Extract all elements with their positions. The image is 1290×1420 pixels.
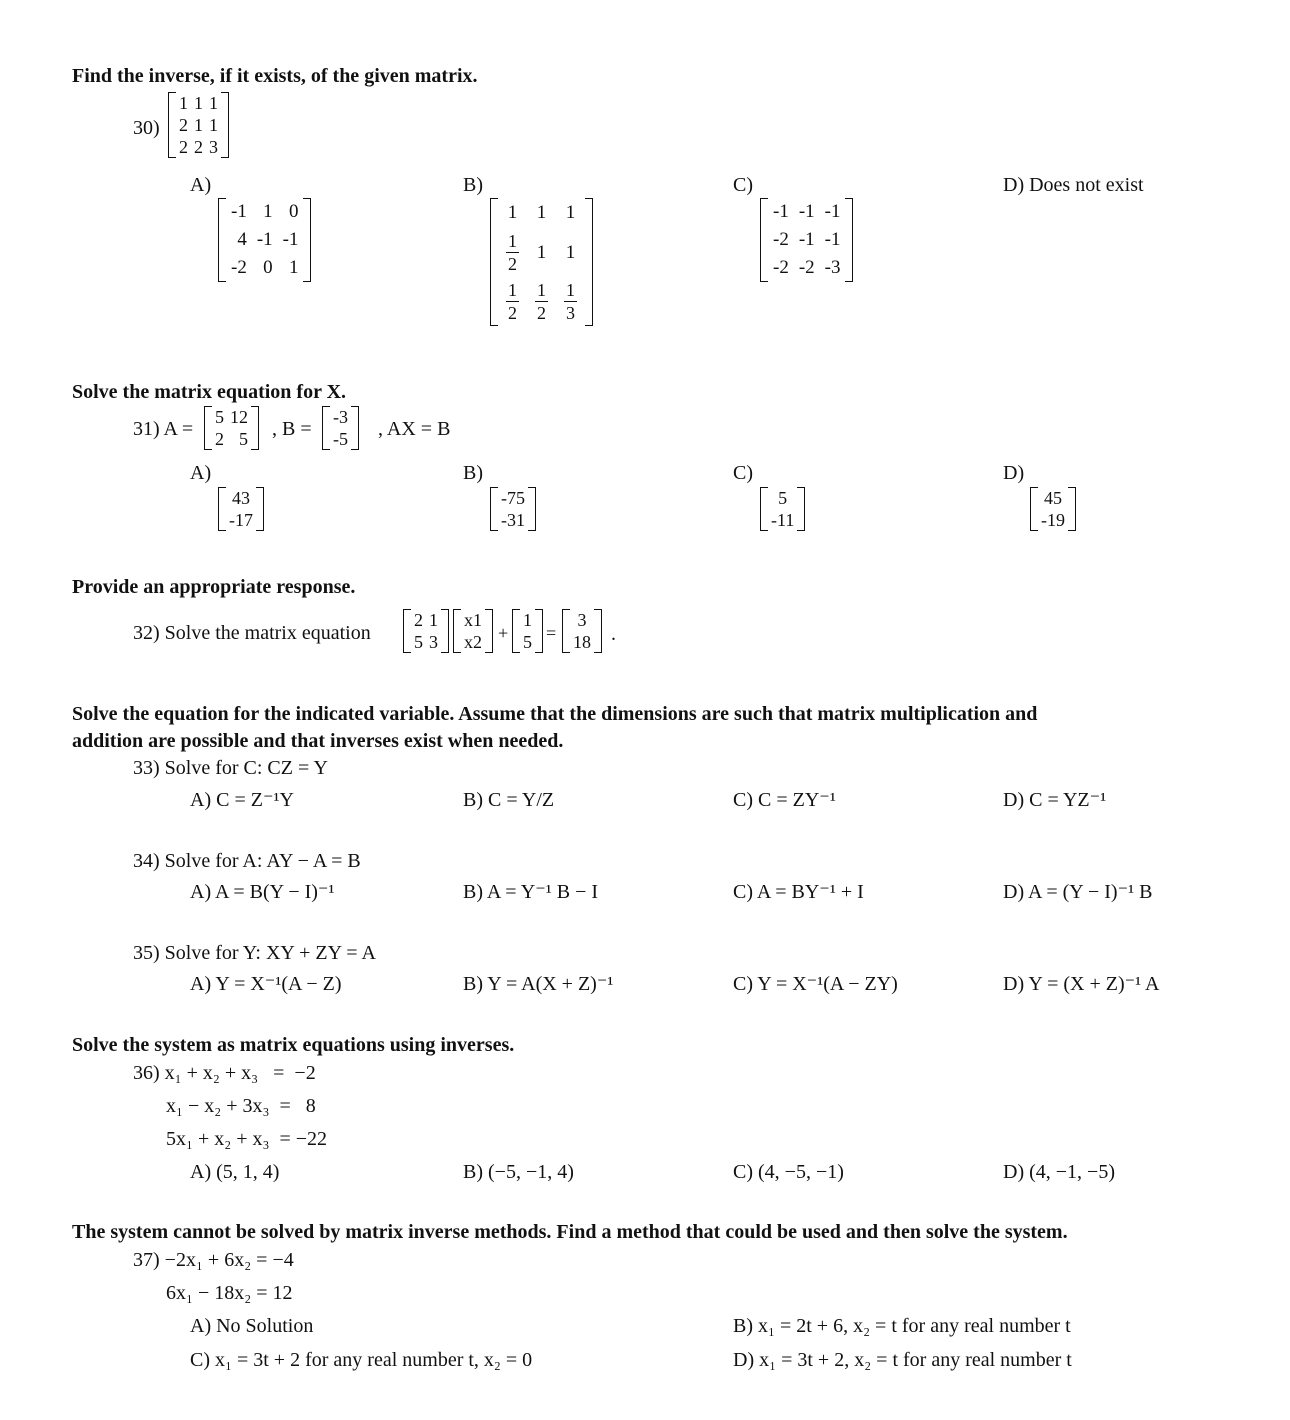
option-36-d: D) (4, −1, −5) xyxy=(1003,1161,1115,1183)
matrix-30 xyxy=(168,92,229,158)
matrix-row xyxy=(768,198,845,226)
fraction xyxy=(506,232,519,273)
numerator: 1 xyxy=(566,280,575,300)
option-37-a: A) No Solution xyxy=(190,1315,314,1337)
matrix-cell: -5 xyxy=(333,429,348,449)
matrix-cell: 0 xyxy=(263,257,273,278)
vector-cell: 5 xyxy=(778,488,788,508)
numerator: 1 xyxy=(537,280,546,300)
matrix-cell: -2 xyxy=(798,257,815,278)
cell xyxy=(556,277,585,326)
matrix-row xyxy=(411,631,441,653)
equals-sign: = xyxy=(546,623,557,643)
matrix-row xyxy=(226,198,303,226)
fraction xyxy=(506,281,519,322)
matrix-31-a xyxy=(204,406,259,450)
matrix-row xyxy=(176,92,221,114)
vector-cell: x1 xyxy=(464,610,482,630)
option-33-c: C) C = ZY⁻¹ xyxy=(733,789,836,811)
fraction xyxy=(564,281,577,322)
matrix-cell: 0 xyxy=(288,201,299,222)
question-36-line2: x₁ − x₂ + 3x₃ = 8 xyxy=(166,1095,316,1117)
cell: 1 xyxy=(565,241,576,263)
cell xyxy=(498,277,527,326)
period: . xyxy=(611,623,616,645)
matrix-32-result xyxy=(562,609,602,653)
numerator: 1 xyxy=(508,231,517,251)
matrix-body xyxy=(411,609,441,653)
option-31-a-vector xyxy=(218,487,264,531)
denominator: 3 xyxy=(566,303,575,323)
vector-cell: 5 xyxy=(523,632,532,652)
matrix-row xyxy=(226,254,303,282)
question-31-prefix: 31) A = xyxy=(133,418,194,440)
question-number-30: 30) xyxy=(133,117,160,139)
matrix-body xyxy=(768,198,845,282)
cell: 1 xyxy=(536,202,547,223)
matrix-row xyxy=(330,406,351,428)
matrix-cell: 1 xyxy=(194,115,203,135)
fraction xyxy=(535,281,548,322)
matrix-cell: 1 xyxy=(209,93,218,113)
vector-row xyxy=(1038,509,1068,531)
matrix-cell: 1 xyxy=(209,115,218,135)
denominator: 2 xyxy=(537,303,546,323)
cell: 1 xyxy=(536,241,547,263)
heading-30: Find the inverse, if it exists, of the given matrix. xyxy=(72,65,478,87)
vector-body xyxy=(520,609,535,653)
matrix-body xyxy=(212,406,251,450)
cell xyxy=(527,277,556,326)
option-30-c-label: C) xyxy=(733,174,753,196)
vector-row xyxy=(226,509,256,531)
option-30-b-matrix xyxy=(490,198,593,326)
vector-cell: -19 xyxy=(1041,510,1065,530)
heading-32: Provide an appropriate response. xyxy=(72,576,356,598)
option-35-c: C) Y = X⁻¹(A − ZY) xyxy=(733,973,898,995)
option-35-b: B) Y = A(X + Z)⁻¹ xyxy=(463,973,614,995)
question-37-line1: 37) −2x₁ + 6x₂ = −4 xyxy=(133,1249,294,1271)
vector-cell: 43 xyxy=(232,488,250,508)
option-34-c: C) A = BY⁻¹ + I xyxy=(733,881,864,903)
question-32-text: 32) Solve the matrix equation xyxy=(133,622,371,644)
matrix-cell: 2 xyxy=(414,610,423,630)
matrix-cell: -2 xyxy=(231,257,247,278)
matrix-cell: -1 xyxy=(282,229,299,250)
vector-cell: -31 xyxy=(501,510,525,530)
matrix-row xyxy=(176,136,221,158)
vector-row xyxy=(461,631,485,653)
matrix-row xyxy=(768,226,845,254)
vector-row xyxy=(570,631,594,653)
matrix-cell: 2 xyxy=(215,429,224,449)
vector-body xyxy=(768,487,797,531)
matrix-cell: -1 xyxy=(773,201,789,222)
option-33-a: A) C = Z⁻¹Y xyxy=(190,789,294,811)
question-37-line2: 6x₁ − 18x₂ = 12 xyxy=(166,1282,293,1304)
matrix-row xyxy=(768,254,845,282)
option-30-a-matrix xyxy=(218,198,311,282)
matrix-cell: 5 xyxy=(215,407,224,427)
option-37-d: D) x₁ = 3t + 2, x₂ = t for any real number t xyxy=(733,1349,1072,1371)
vector-cell: 45 xyxy=(1044,488,1062,508)
matrix-cell: 4 xyxy=(237,229,247,250)
matrix-body xyxy=(176,92,221,158)
plus-sign: + xyxy=(498,623,509,643)
vector-row xyxy=(461,609,485,631)
option-30-b-label: B) xyxy=(463,174,483,196)
matrix-32-coefficients xyxy=(403,609,449,653)
vector-row xyxy=(520,609,535,631)
denominator: 2 xyxy=(508,254,517,274)
matrix-row xyxy=(212,406,251,428)
vector-cell: x2 xyxy=(464,632,482,652)
matrix-cell: 5 xyxy=(414,632,423,652)
heading-33-line1: Solve the equation for the indicated variable. Assume that the dimensions are such that matrix multiplication and xyxy=(72,703,1038,725)
option-37-c: C) x₁ = 3t + 2 for any real number t, x₂ = 0 xyxy=(190,1349,533,1371)
option-31-c-vector xyxy=(760,487,805,531)
vector-body xyxy=(461,609,485,653)
matrix-cell: 1 xyxy=(263,201,273,222)
vector-row xyxy=(1038,487,1068,509)
vector-cell: 1 xyxy=(523,610,532,630)
matrix-cell: 12 xyxy=(230,407,248,427)
vector-cell: 3 xyxy=(577,610,587,630)
vector-row xyxy=(768,509,797,531)
heading-36: Solve the system as matrix equations using inverses. xyxy=(72,1034,515,1056)
matrix-cell: 1 xyxy=(288,257,299,278)
option-31-b-vector xyxy=(490,487,536,531)
option-34-a: A) A = B(Y − I)⁻¹ xyxy=(190,881,335,903)
vector-cell: 18 xyxy=(573,632,591,652)
option-31-c-label: C) xyxy=(733,462,753,484)
vector-row xyxy=(520,631,535,653)
matrix-cell: 1 xyxy=(194,93,203,113)
option-30-d: D) Does not exist xyxy=(1003,174,1144,196)
vector-row xyxy=(498,509,528,531)
matrix-row xyxy=(226,226,303,254)
heading-37: The system cannot be solved by matrix inverse methods. Find a method that could be used and then solve the system. xyxy=(72,1221,1068,1243)
vector-body xyxy=(1038,487,1068,531)
denominator: 2 xyxy=(508,303,517,323)
matrix-cell: 3 xyxy=(429,632,438,652)
matrix-row xyxy=(212,428,251,450)
option-35-a: A) Y = X⁻¹(A − Z) xyxy=(190,973,342,995)
question-33: 33) Solve for C: CZ = Y xyxy=(133,757,328,779)
matrix-body xyxy=(330,406,351,450)
matrix-cell: 5 xyxy=(239,429,248,449)
option-33-d: D) C = YZ⁻¹ xyxy=(1003,789,1107,811)
vector-body xyxy=(226,487,256,531)
question-34: 34) Solve for A: AY − A = B xyxy=(133,850,361,872)
question-31-b-label: , B = xyxy=(272,418,312,440)
heading-33-line2: addition are possible and that inverses exist when needed. xyxy=(72,730,564,752)
option-35-d: D) Y = (X + Z)⁻¹ A xyxy=(1003,973,1160,995)
matrix-31-b xyxy=(322,406,359,450)
option-37-b: B) x₁ = 2t + 6, x₂ = t for any real number t xyxy=(733,1315,1071,1337)
option-31-b-label: B) xyxy=(463,462,483,484)
option-31-d-label: D) xyxy=(1003,462,1025,484)
option-30-a-label: A) xyxy=(190,174,212,196)
matrix-row xyxy=(176,114,221,136)
matrix-cell: -2 xyxy=(773,257,789,278)
option-31-a-label: A) xyxy=(190,462,212,484)
vector-row xyxy=(226,487,256,509)
cell: 1 xyxy=(565,202,576,223)
matrix-cell: 2 xyxy=(194,137,203,157)
matrix-cell: 2 xyxy=(179,137,188,157)
cell: 1 xyxy=(507,202,518,223)
heading-31: Solve the matrix equation for X. xyxy=(72,381,347,403)
matrix-cell: 1 xyxy=(179,93,188,113)
question-36-line1: 36) x₁ + x₂ + x₃ = −2 xyxy=(133,1062,316,1084)
option-33-b: B) C = Y/Z xyxy=(463,789,555,811)
vector-row xyxy=(768,487,797,509)
matrix-cell: -1 xyxy=(798,201,815,222)
vector-row xyxy=(498,487,528,509)
option-31-d-vector xyxy=(1030,487,1076,531)
option-30-c-matrix xyxy=(760,198,853,282)
cell xyxy=(498,228,527,277)
vector-body xyxy=(498,487,528,531)
matrix-cell: 2 xyxy=(179,115,188,135)
matrix-cell: 3 xyxy=(209,137,218,157)
matrix-cell: -1 xyxy=(824,201,841,222)
matrix-cell: -1 xyxy=(231,201,247,222)
question-36-line3: 5x₁ + x₂ + x₃ = −22 xyxy=(166,1128,328,1150)
matrix-cell: -2 xyxy=(773,229,789,250)
matrix-32-constant xyxy=(512,609,543,653)
question-35: 35) Solve for Y: XY + ZY = A xyxy=(133,942,376,964)
option-36-b: B) (−5, −1, 4) xyxy=(463,1161,574,1183)
option-34-d: D) A = (Y − I)⁻¹ B xyxy=(1003,881,1153,903)
vector-cell: -11 xyxy=(771,510,795,530)
option-36-a: A) (5, 1, 4) xyxy=(190,1161,280,1183)
vector-cell: -17 xyxy=(229,510,253,530)
matrix-row xyxy=(330,428,351,450)
matrix-cell: -1 xyxy=(824,229,841,250)
matrix-body xyxy=(226,198,303,282)
option-34-b: B) A = Y⁻¹ B − I xyxy=(463,881,599,903)
matrix-32-variables xyxy=(453,609,493,653)
matrix-cell: -1 xyxy=(798,229,815,250)
matrix-row xyxy=(411,609,441,631)
question-31-equation: , AX = B xyxy=(378,418,451,440)
vector-cell: -75 xyxy=(501,488,525,508)
matrix-cell: -3 xyxy=(824,257,841,278)
matrix-cell: -1 xyxy=(256,229,273,250)
vector-body xyxy=(570,609,594,653)
matrix-cell: -3 xyxy=(333,407,348,427)
numerator: 1 xyxy=(508,280,517,300)
matrix-cell: 1 xyxy=(429,610,438,630)
vector-row xyxy=(570,609,594,631)
option-36-c: C) (4, −5, −1) xyxy=(733,1161,844,1183)
